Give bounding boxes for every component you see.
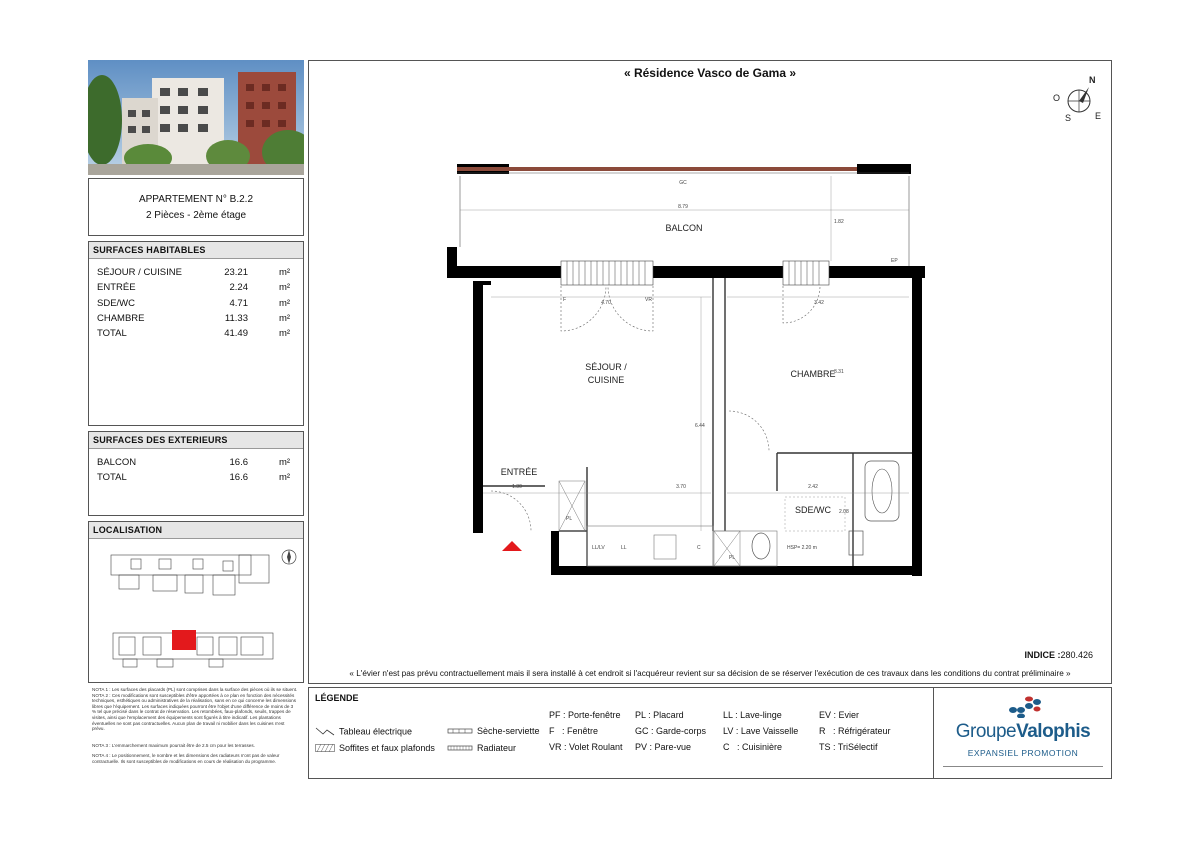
surface-value: 23.21 [224, 267, 248, 278]
surface-label: SÉJOUR / CUISINE [97, 267, 182, 278]
label-pl-1: PL [566, 516, 573, 522]
surface-row [97, 298, 295, 309]
apartment-number: APPARTEMENT N° B.2.2 [138, 194, 254, 205]
surface-label: TOTAL [97, 328, 127, 340]
surface-unit: m² [279, 282, 291, 294]
compass-o: O [1053, 93, 1061, 103]
surface-row [97, 472, 295, 483]
surface-label: BALCON [97, 457, 137, 468]
apartment-info-box [88, 178, 304, 236]
legend-symbol-label: Tableau électrique [339, 726, 413, 737]
surface-unit: m² [279, 472, 291, 484]
dim-370: 3.70 [676, 484, 686, 490]
legend-symbol-item [447, 726, 540, 737]
page-title: « Résidence Vasco de Gama » [623, 66, 797, 80]
label-ll: LL [621, 545, 627, 551]
floor-plan [309, 61, 1113, 621]
label-sejour-1: SÉJOUR / [585, 362, 627, 372]
compass-e: E [1095, 111, 1102, 121]
surface-label: CHAMBRE [97, 312, 145, 324]
surface-label: TOTAL [97, 472, 127, 484]
label-lllv: LL/LV [592, 545, 605, 551]
legend-abbrev-item: LV : Lave Vaisselle [723, 726, 799, 736]
surface-unit: m² [279, 457, 291, 468]
dim-342: 3.42 [814, 300, 824, 306]
surface-unit: m² [279, 328, 291, 340]
legend-symbol-item [315, 743, 435, 754]
surface-value: 4.71 [229, 297, 248, 309]
surface-row [97, 282, 295, 293]
legend-symbol-label: Sèche-serviette [477, 726, 540, 736]
surfaces-habitables-box [88, 241, 304, 426]
entrance-marker [502, 541, 522, 551]
indice-label: INDICE : [1024, 650, 1061, 660]
legend-abbrev-item: GC : Garde-corps [635, 726, 707, 736]
surface-value: 2.24 [229, 282, 248, 294]
dim-242: 2.42 [808, 484, 818, 490]
localisation-box [88, 521, 304, 683]
localisation-title: LOCALISATION [89, 522, 303, 539]
dim-331: 3.31 [834, 369, 844, 375]
legend-abbrev-item: PV : Pare-vue [635, 742, 692, 752]
label-f: F [563, 297, 567, 303]
dim-208: 2.08 [839, 509, 849, 515]
compass-s: S [1065, 113, 1072, 123]
brand-name [935, 721, 1111, 743]
brand-tagline: EXPANSIEL PROMOTION [967, 748, 1079, 758]
hatch-icon [315, 744, 335, 754]
legend-symbol-label: Radiateur [477, 743, 517, 753]
legend-abbrev-item: TS : TriSélectif [819, 742, 878, 752]
wall-bottom [551, 566, 921, 575]
plan-box [308, 60, 1112, 684]
surfaces-habitables-title: SURFACES HABITABLES [89, 242, 303, 259]
legend-abbrev-item: PL : Placard [635, 710, 684, 720]
notes-box [88, 687, 304, 779]
logo-dots-icon [1003, 696, 1043, 718]
label-entree: ENTRÉE [500, 467, 538, 477]
label-ep: EP [891, 258, 898, 264]
legend-abbrev-item: F : Fenêtre [549, 726, 599, 736]
dim-879: 8.79 [678, 204, 688, 210]
surface-label: ENTRÉE [97, 282, 136, 294]
surface-row [97, 457, 295, 468]
label-chambre: CHAMBRE [790, 369, 836, 379]
surface-unit: m² [279, 312, 291, 324]
label-sejour-2: CUISINE [587, 375, 625, 385]
surface-row [97, 328, 295, 339]
localisation-map [89, 541, 303, 681]
label-vr: VR [645, 297, 652, 303]
legend-symbol-item [315, 726, 412, 738]
towel-dryer-icon [447, 727, 473, 737]
surface-value: 16.6 [229, 457, 248, 468]
radiator-icon [447, 744, 473, 754]
legend-abbrev-item: PF : Porte-fenêtre [549, 710, 621, 720]
surface-row [97, 267, 295, 278]
balcony-rail-right [857, 164, 911, 174]
legend-symbol-label: Soffites et faux plafonds [339, 743, 435, 753]
brand-logo [935, 688, 1111, 778]
dim-470: 4.70 [601, 300, 611, 306]
dim-gc: GC [679, 180, 687, 186]
surfaces-exterieurs-box [88, 431, 304, 516]
wall-left [473, 281, 483, 533]
indice-value: 280.426 [1060, 650, 1093, 660]
legend-abbrev-item: C : Cuisinière [723, 742, 783, 752]
disclaimer-text: « L'évier n'est pas prévu contractuellement mais il sera installé à cet endroit si l'acquéreur revient sur sa décision de se réserver l'exécution de ces travaux dans les conditions du contrat préliminaire » [349, 669, 1071, 678]
brand-name-2: Valophis [1016, 721, 1091, 742]
building-illustration [88, 60, 304, 175]
legend-abbrev-item: LL : Lave-linge [723, 710, 782, 720]
building-photo [88, 60, 304, 175]
surface-unit: m² [279, 297, 291, 309]
surfaces-exterieurs-title: SURFACES DES EXTERIEURS [89, 432, 303, 449]
dim-644: 6.44 [695, 423, 705, 429]
nota-text: NOTA 3 : L'emmarchement maximum pourrait être de 2.5 cm pour les terrasses. [92, 743, 255, 748]
apartment-description: 2 Pièces - 2ème étage [145, 210, 247, 221]
apartment-location-marker [172, 630, 196, 650]
label-c: C [697, 545, 701, 551]
indice [1024, 650, 1093, 660]
legend-symbol-item [447, 743, 516, 754]
electric-panel-icon [315, 726, 335, 738]
brand-tagline-rule [943, 766, 1103, 767]
legend-title: LÉGENDE [315, 693, 359, 703]
label-balcon: BALCON [665, 223, 703, 233]
nota-text: NOTA 1 : Les surfaces des placards (PL) sont comprises dans la surface des pièces où ils se situent. NOTA 2 : Ces modifications sont susceptibles d'être apportées à ce plan en fonction des nécessités techniques, esthétiques ou administratives de la réalisation, sans en ce qui concerne les dimensions libres que l'équipement. Les surfaces indiquées pourront être l'objet d'une différence de moins de 3 % tel que précisé dans le contrat de réservation. Les retombées, faux-plafonds, seuils, trappes de visites, ainsi que l'emplacement des équipements sont figurés à titre indicatif. Les plantations éventuelles ne sont pas contractuelles. Aucun plan de travail ni mobilier dans les cuisines n'est prévu. [92, 687, 298, 732]
surface-label: SDE/WC [97, 297, 135, 309]
legend-abbrev-item: EV : Evier [819, 710, 860, 720]
surface-row [97, 313, 295, 324]
label-hsp: HSP= 2.20 m [787, 545, 817, 551]
dim-182: 1.82 [834, 219, 844, 225]
dim-130: 1.30 [512, 484, 522, 490]
legend-abbrev-item: R : Réfrigérateur [819, 726, 891, 736]
legend-abbrev-item: VR : Volet Roulant [549, 742, 623, 752]
label-pl-2: PL [729, 555, 736, 561]
brand-name-1: Groupe [955, 721, 1017, 742]
surface-value: 41.49 [224, 328, 248, 340]
surface-value: 11.33 [224, 312, 248, 324]
surface-unit: m² [279, 267, 291, 278]
wall-right [912, 266, 922, 576]
label-sdewc: SDE/WC [795, 505, 831, 515]
legend-divider [933, 688, 934, 778]
nota-text: NOTA 4 : Le positionnement, le nombre et les dimensions des radiateurs n'ont pas de valeur contractuelle. Ils sont susceptibles de modifications en cours de réalisation du programme. [92, 753, 280, 764]
surface-value: 16.6 [229, 472, 248, 484]
compass-n: N [1089, 75, 1096, 85]
legend-box [308, 687, 1112, 779]
